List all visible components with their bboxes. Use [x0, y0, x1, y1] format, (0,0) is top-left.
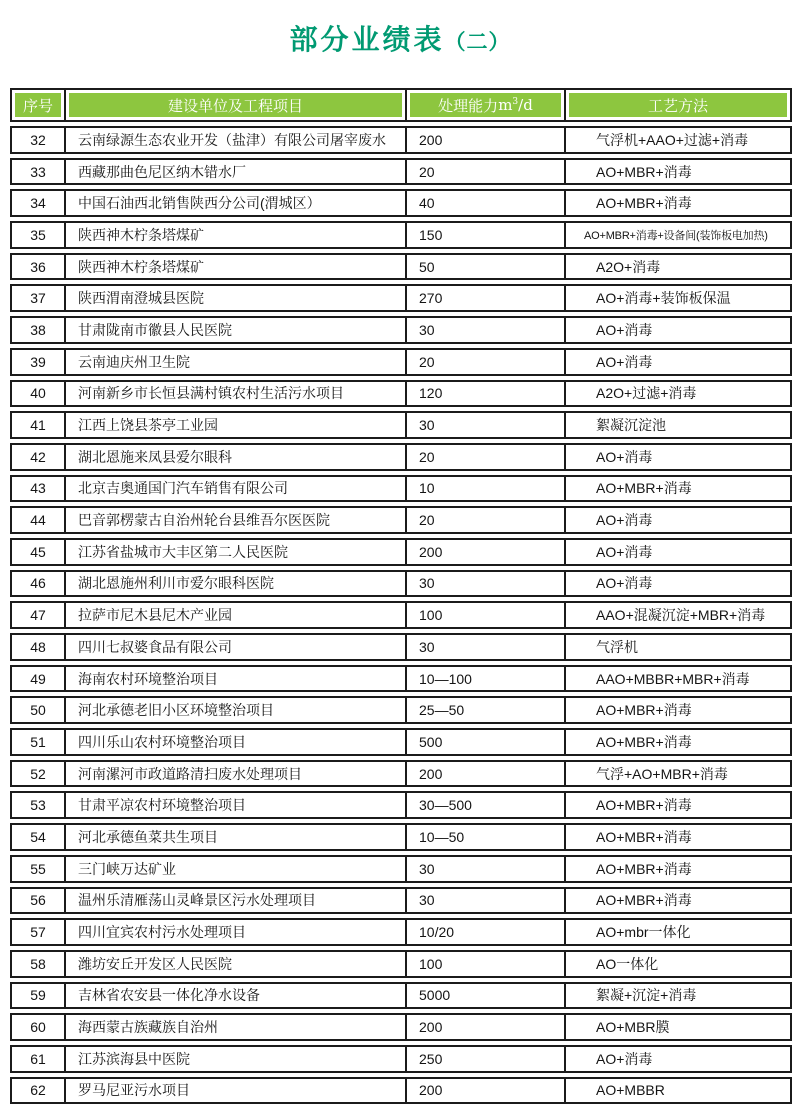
cell-project-name: 拉萨市尼木县尼木产业园: [64, 603, 405, 627]
table-row: [10, 189, 792, 217]
header-label-project: 建设单位及工程项目: [69, 93, 402, 117]
table-row: [10, 316, 792, 344]
cell-method-value: AO+mbr一体化: [564, 920, 790, 944]
cell-capacity-value: 30: [405, 635, 564, 659]
table-row: [10, 982, 792, 1010]
cell-capacity-value: 100: [405, 952, 564, 976]
table-row: [10, 126, 792, 154]
cell-serial-number: 41: [30, 417, 46, 434]
table-row: [10, 823, 792, 851]
performance-table: [10, 88, 792, 1108]
cell-capacity-value: 500: [405, 730, 564, 754]
cell-method-value: AO+MBBR: [564, 1079, 790, 1103]
cell-capacity-value: 30: [405, 889, 564, 913]
table-row: [10, 601, 792, 629]
cell-method-value: AO+消毒: [564, 350, 790, 374]
cell-serial-number: 34: [30, 195, 46, 212]
cell-project-name: 河北承德鱼菜共生项目: [64, 825, 405, 849]
cell-capacity-value: 30: [405, 318, 564, 342]
cell-capacity-value: 270: [405, 286, 564, 310]
table-row: [10, 253, 792, 281]
header-capacity-unit-m: m: [498, 96, 513, 114]
cell-project-name: 海南农村环境整治项目: [64, 667, 405, 691]
cell-project-name: 湖北恩施州利川市爱尔眼科医院: [64, 572, 405, 596]
table-row: [10, 791, 792, 819]
table-header-row: [10, 88, 792, 122]
cell-capacity-value: 20: [405, 350, 564, 374]
cell-method-value: AO+MBR+消毒: [564, 477, 790, 501]
cell-serial-number: 43: [30, 480, 46, 497]
cell-project-name: 江苏滨海县中医院: [64, 1047, 405, 1071]
page-title: [0, 20, 800, 61]
cell-capacity-value: 20: [405, 160, 564, 184]
cell-method-value: AO+MBR+消毒+设备间(装饰板电加热): [564, 223, 790, 247]
cell-capacity-value: 20: [405, 445, 564, 469]
header-capacity-unit-d: /d: [518, 96, 533, 114]
cell-serial-number: 33: [30, 163, 46, 180]
cell-capacity-value: 200: [405, 128, 564, 152]
cell-serial-number: 61: [30, 1050, 46, 1067]
cell-serial-number: 60: [30, 1019, 46, 1036]
table-row: [10, 158, 792, 186]
cell-project-name: 陕西渭南澄城县医院: [64, 286, 405, 310]
cell-project-name: 四川宜宾农村污水处理项目: [64, 920, 405, 944]
header-capacity-unit-exp: 3: [512, 97, 519, 107]
cell-method-value: AO一体化: [564, 952, 790, 976]
cell-method-value: AO+消毒: [564, 1047, 790, 1071]
table-row: [10, 950, 792, 978]
table-row: [10, 665, 792, 693]
table-row: [10, 443, 792, 471]
cell-capacity-value: 200: [405, 1015, 564, 1039]
cell-serial-number: 36: [30, 258, 46, 275]
header-cell-project: [64, 90, 405, 120]
cell-project-name: 湖北恩施来凤县爱尔眼科: [64, 445, 405, 469]
cell-project-name: 西藏那曲色尼区纳木错水厂: [64, 160, 405, 184]
cell-serial-number: 40: [30, 385, 46, 402]
table-row: [10, 696, 792, 724]
cell-capacity-value: 30: [405, 857, 564, 881]
table-row: [10, 728, 792, 756]
cell-project-name: 巴音郭楞蒙古自治州轮台县维吾尔医医院: [64, 508, 405, 532]
cell-capacity-value: 10: [405, 477, 564, 501]
cell-capacity-value: 5000: [405, 984, 564, 1008]
cell-capacity-value: 120: [405, 382, 564, 406]
cell-capacity-value: 200: [405, 762, 564, 786]
cell-capacity-value: 30—500: [405, 793, 564, 817]
cell-method-value: AO+MBR+消毒: [564, 825, 790, 849]
cell-project-name: 河南新乡市长恒县满村镇农村生活污水项目: [64, 382, 405, 406]
cell-serial-number: 56: [30, 892, 46, 909]
cell-project-name: 三门峡万达矿业: [64, 857, 405, 881]
cell-method-value: AO+消毒: [564, 572, 790, 596]
cell-method-value: 絮凝沉淀池: [564, 413, 790, 437]
cell-capacity-value: 10—100: [405, 667, 564, 691]
cell-capacity-value: 40: [405, 191, 564, 215]
cell-serial-number: 38: [30, 321, 46, 338]
cell-serial-number: 45: [30, 543, 46, 560]
cell-project-name: 甘肃平凉农村环境整治项目: [64, 793, 405, 817]
header-label-method: 工艺方法: [569, 93, 787, 117]
cell-method-value: AO+MBR+消毒: [564, 698, 790, 722]
cell-project-name: 陕西神木柠条塔煤矿: [64, 223, 405, 247]
cell-method-value: 絮凝+沉淀+消毒: [564, 984, 790, 1008]
cell-method-value: AO+MBR膜: [564, 1015, 790, 1039]
cell-method-value: AAO+混凝沉淀+MBR+消毒: [564, 603, 790, 627]
table-row: [10, 538, 792, 566]
cell-capacity-value: 150: [405, 223, 564, 247]
cell-method-value: AO+MBR+消毒: [564, 160, 790, 184]
table-row: [10, 348, 792, 376]
cell-method-value: AO+MBR+消毒: [564, 191, 790, 215]
cell-capacity-value: 200: [405, 540, 564, 564]
table-row: [10, 411, 792, 439]
page-title-suffix: （二）: [444, 31, 511, 54]
table-row: [10, 506, 792, 534]
cell-serial-number: 58: [30, 955, 46, 972]
cell-serial-number: 51: [30, 733, 46, 750]
cell-serial-number: 47: [30, 607, 46, 624]
table-row: [10, 1045, 792, 1073]
table-row: [10, 760, 792, 788]
cell-method-value: AO+MBR+消毒: [564, 793, 790, 817]
table-row: [10, 1013, 792, 1041]
cell-capacity-value: 100: [405, 603, 564, 627]
header-cell-serial: [12, 90, 64, 120]
cell-capacity-value: 30: [405, 413, 564, 437]
cell-capacity-value: 50: [405, 255, 564, 279]
cell-project-name: 江苏省盐城市大丰区第二人民医院: [64, 540, 405, 564]
table-row: [10, 855, 792, 883]
cell-project-name: 北京吉奥通国门汽车销售有限公司: [64, 477, 405, 501]
cell-method-value: AO+MBR+消毒: [564, 857, 790, 881]
cell-method-value: AO+消毒+装饰板保温: [564, 286, 790, 310]
cell-method-value: A2O+过滤+消毒: [564, 382, 790, 406]
cell-serial-number: 54: [30, 828, 46, 845]
cell-method-value: 气浮机: [564, 635, 790, 659]
cell-capacity-value: 25—50: [405, 698, 564, 722]
cell-capacity-value: 20: [405, 508, 564, 532]
cell-project-name: 海西蒙古族藏族自治州: [64, 1015, 405, 1039]
cell-serial-number: 37: [30, 290, 46, 307]
cell-method-value: AAO+MBBR+MBR+消毒: [564, 667, 790, 691]
cell-method-value: A2O+消毒: [564, 255, 790, 279]
table-row: [10, 918, 792, 946]
header-cell-capacity: [405, 90, 564, 120]
cell-project-name: 四川七叔婆食品有限公司: [64, 635, 405, 659]
header-capacity-unit: [498, 96, 533, 114]
table-row: [10, 284, 792, 312]
page-title-text: 部分业绩表: [289, 24, 445, 55]
cell-method-value: AO+消毒: [564, 508, 790, 532]
table-row: [10, 570, 792, 598]
cell-serial-number: 35: [30, 226, 46, 243]
cell-method-value: AO+消毒: [564, 540, 790, 564]
cell-project-name: 河北承德老旧小区环境整治项目: [64, 698, 405, 722]
table-row: [10, 1077, 792, 1105]
cell-capacity-value: 30: [405, 572, 564, 596]
cell-project-name: 吉林省农安县一体化净水设备: [64, 984, 405, 1008]
cell-method-value: AO+MBR+消毒: [564, 730, 790, 754]
cell-serial-number: 46: [30, 575, 46, 592]
cell-project-name: 云南绿源生态农业开发（盐津）有限公司屠宰废水: [64, 128, 405, 152]
cell-serial-number: 62: [30, 1082, 46, 1099]
cell-serial-number: 59: [30, 987, 46, 1004]
cell-serial-number: 57: [30, 924, 46, 941]
cell-capacity-value: 10—50: [405, 825, 564, 849]
cell-serial-number: 55: [30, 860, 46, 877]
cell-method-value: AO+消毒: [564, 445, 790, 469]
cell-serial-number: 52: [30, 765, 46, 782]
cell-serial-number: 49: [30, 670, 46, 687]
header-label-serial: 序号: [15, 93, 61, 117]
cell-capacity-value: 10/20: [405, 920, 564, 944]
cell-project-name: 河南漯河市政道路清扫废水处理项目: [64, 762, 405, 786]
header-label-capacity: [410, 93, 561, 117]
table-body: [10, 126, 792, 1104]
cell-method-value: AO+消毒: [564, 318, 790, 342]
table-row: [10, 887, 792, 915]
cell-serial-number: 39: [30, 353, 46, 370]
header-cell-method: [564, 90, 790, 120]
cell-method-value: AO+MBR+消毒: [564, 889, 790, 913]
header-capacity-cn: 处理能力: [438, 97, 499, 115]
cell-project-name: 中国石油西北销售陕西分公司(渭城区）: [64, 191, 405, 215]
cell-serial-number: 42: [30, 448, 46, 465]
cell-serial-number: 48: [30, 638, 46, 655]
cell-serial-number: 44: [30, 512, 46, 529]
cell-project-name: 四川乐山农村环境整治项目: [64, 730, 405, 754]
table-row: [10, 475, 792, 503]
cell-project-name: 罗马尼亚污水项目: [64, 1079, 405, 1103]
cell-capacity-value: 250: [405, 1047, 564, 1071]
cell-project-name: 江西上饶县茶亭工业园: [64, 413, 405, 437]
table-row: [10, 633, 792, 661]
cell-project-name: 甘肃陇南市徽县人民医院: [64, 318, 405, 342]
cell-project-name: 潍坊安丘开发区人民医院: [64, 952, 405, 976]
cell-serial-number: 32: [30, 131, 46, 148]
table-row: [10, 380, 792, 408]
cell-method-value: 气浮+AO+MBR+消毒: [564, 762, 790, 786]
table-row: [10, 221, 792, 249]
cell-capacity-value: 200: [405, 1079, 564, 1103]
cell-serial-number: 53: [30, 797, 46, 814]
cell-project-name: 陕西神木柠条塔煤矿: [64, 255, 405, 279]
cell-serial-number: 50: [30, 702, 46, 719]
cell-method-value: 气浮机+AAO+过滤+消毒: [564, 128, 790, 152]
cell-project-name: 温州乐清雁荡山灵峰景区污水处理项目: [64, 889, 405, 913]
cell-project-name: 云南迪庆州卫生院: [64, 350, 405, 374]
